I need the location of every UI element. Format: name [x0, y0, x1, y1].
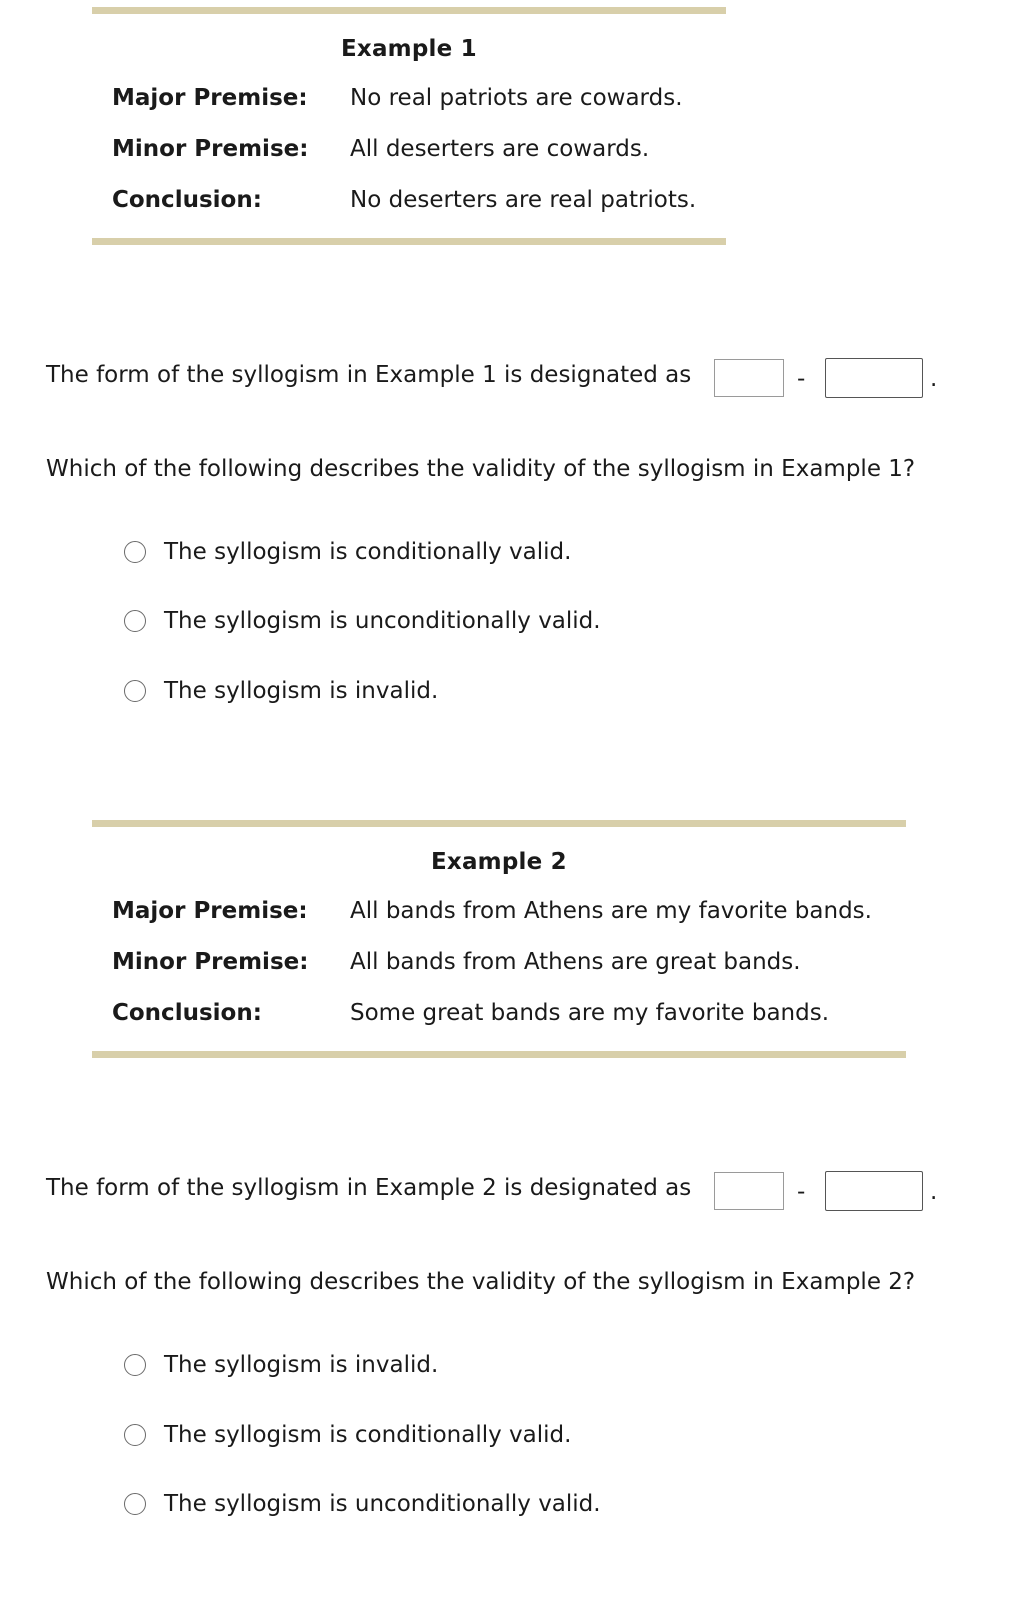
question-2-dash: -	[797, 1179, 806, 1205]
example-2-minor-label: Minor Premise:	[112, 949, 309, 975]
option-label: The syllogism is unconditionally valid.	[164, 1491, 601, 1517]
option-label: The syllogism is unconditionally valid.	[164, 608, 601, 634]
question-2-period: .	[930, 1179, 938, 1205]
question-2-option-unconditionally-valid[interactable]	[124, 1489, 601, 1519]
option-label: The syllogism is invalid.	[164, 678, 439, 704]
question-2-option-invalid[interactable]	[124, 1350, 438, 1380]
example-2-box	[92, 820, 906, 1060]
radio-button[interactable]	[124, 1424, 146, 1446]
option-label: The syllogism is conditionally valid.	[164, 539, 572, 565]
example-2-title: Example 2	[431, 849, 567, 875]
example-1-minor-label: Minor Premise:	[112, 136, 309, 162]
example-1-major-label: Major Premise:	[112, 85, 308, 111]
option-label: The syllogism is invalid.	[164, 1352, 439, 1378]
example-1-bottom-rule	[92, 238, 726, 245]
radio-button[interactable]	[124, 1493, 146, 1515]
example-1-major-text: No real patriots are cowards.	[350, 85, 683, 111]
question-1-option-conditionally-valid[interactable]	[124, 537, 571, 567]
radio-button[interactable]	[124, 541, 146, 563]
question-2-form-prompt: The form of the syllogism in Example 2 is designated as	[46, 1175, 692, 1201]
radio-button[interactable]	[124, 1354, 146, 1376]
example-2-minor-text: All bands from Athens are great bands.	[350, 949, 801, 975]
question-1-mood-input[interactable]	[714, 359, 784, 397]
example-1-conclusion-text: No deserters are real patriots.	[350, 187, 697, 213]
question-1-figure-input[interactable]	[825, 358, 923, 398]
question-1-period: .	[930, 366, 938, 392]
example-1-title: Example 1	[341, 36, 477, 62]
radio-button[interactable]	[124, 610, 146, 632]
option-label: The syllogism is conditionally valid.	[164, 1422, 572, 1448]
example-1-top-rule	[92, 7, 726, 14]
example-2-major-label: Major Premise:	[112, 898, 308, 924]
question-2-mood-input[interactable]	[714, 1172, 784, 1210]
example-2-conclusion-label: Conclusion:	[112, 1000, 262, 1026]
example-2-bottom-rule	[92, 1051, 906, 1058]
example-2-major-text: All bands from Athens are my favorite bands.	[350, 898, 872, 924]
example-1-minor-text: All deserters are cowards.	[350, 136, 650, 162]
question-1-form-prompt: The form of the syllogism in Example 1 is designated as	[46, 362, 692, 388]
question-1-validity-prompt: Which of the following describes the validity of the syllogism in Example 1?	[46, 456, 916, 482]
question-1-option-unconditionally-valid[interactable]	[124, 606, 601, 636]
question-1-option-invalid[interactable]	[124, 676, 438, 706]
example-1-box	[92, 7, 726, 247]
example-1-conclusion-label: Conclusion:	[112, 187, 262, 213]
radio-button[interactable]	[124, 680, 146, 702]
example-2-conclusion-text: Some great bands are my favorite bands.	[350, 1000, 830, 1026]
question-2-validity-prompt: Which of the following describes the validity of the syllogism in Example 2?	[46, 1269, 916, 1295]
question-1-dash: -	[797, 366, 806, 392]
question-2-figure-input[interactable]	[825, 1171, 923, 1211]
question-2-option-conditionally-valid[interactable]	[124, 1420, 571, 1450]
example-2-top-rule	[92, 820, 906, 827]
